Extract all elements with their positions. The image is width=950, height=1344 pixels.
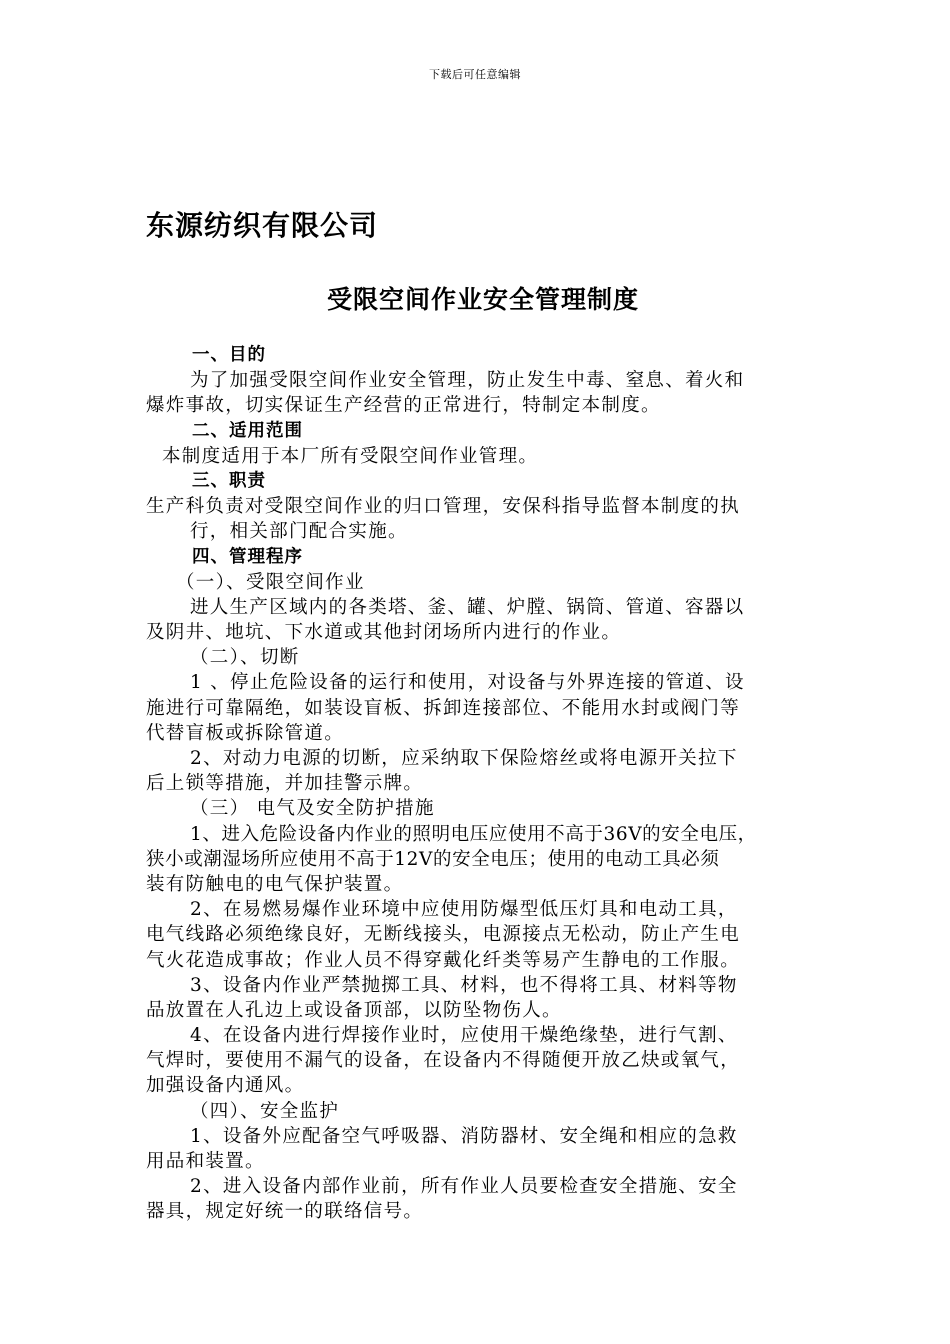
text-line: （四）、安全监护: [190, 1100, 340, 1122]
text-line: 3、设备内作业严禁抛掷工具、材料，也不得将工具、材料等物: [190, 974, 738, 996]
text-line: 为了加强受限空间作业安全管理，防止发生中毒、窒息、着火和: [190, 370, 745, 392]
text-line: 2、进入设备内部作业前，所有作业人员要检查安全措施、安全: [190, 1176, 738, 1198]
text-line: 进人生产区域内的各类塔、釜、罐、炉膛、锅筒、管道、容器以: [190, 596, 745, 618]
section-heading: 一、目的: [192, 345, 266, 365]
text-line: 及阴井、地坑、下水道或其他封闭场所内进行的作业。: [146, 622, 622, 644]
text-line: 行，相关部门配合实施。: [190, 521, 408, 543]
text-line: 气火花造成事故；作业人员不得穿戴化纤类等易产生静电的工作服。: [146, 949, 741, 971]
section-heading: 四、管理程序: [192, 546, 303, 567]
document-body: [146, 343, 836, 1225]
text-line: 1 、停止危险设备的运行和使用，对设备与外界连接的管道、设: [190, 672, 745, 694]
text-line: 用品和装置。: [146, 1151, 265, 1172]
text-line: 电气线路必须绝缘良好，无断线接头，电源接点无松动，防止产生电: [146, 924, 741, 946]
text-line: （二）、切断: [190, 647, 300, 669]
header-note: 下载后可任意编辑: [429, 68, 521, 81]
company-name: 东源纺织有限公司: [146, 209, 379, 242]
text-line: 器具，规定好统一的联络信号。: [146, 1201, 424, 1223]
section-heading: 二、适用范围: [192, 420, 303, 441]
text-line: 4、在设备内进行焊接作业时，应使用干燥绝缘垫，进行气割、: [190, 1025, 738, 1047]
text-line: （一）、受限空间作业: [176, 571, 365, 593]
text-line: 2、在易燃易爆作业环境中应使用防爆型低压灯具和电动工具，: [190, 899, 738, 921]
text-line: 气焊时，要使用不漏气的设备，在设备内不得随便开放乙炔或氧气，: [146, 1050, 741, 1072]
text-line: 施进行可靠隔绝，如装设盲板、拆卸连接部位、不能用水封或阀门等: [146, 697, 741, 719]
text-line: 2、对动力电源的切断，应采纳取下保险熔丝或将电源开关拉下: [190, 748, 738, 769]
text-line: 爆炸事故，切实保证生产经营的正常进行，特制定本制度。: [146, 395, 661, 417]
text-line: 生产科负责对受限空间作业的归口管理，安保科指导监督本制度的执: [146, 496, 741, 518]
text-line: 狭小或潮湿场所应使用不高于12V的安全电压；使用的电动工具必须: [146, 848, 720, 870]
text-line: 品放置在人孔边上或设备顶部，以防坠物伤人。: [146, 999, 562, 1021]
text-line: 1、设备外应配备空气呼吸器、消防器材、安全绳和相应的急救: [190, 1125, 738, 1147]
text-line: 后上锁等措施，并加挂警示牌。: [146, 773, 424, 795]
text-line: （三） 电气及安全防护措施: [190, 798, 435, 820]
text-line: 装有防触电的电气保护装置。: [146, 873, 404, 895]
section-heading: 三、职责: [192, 470, 266, 491]
text-line: 加强设备内通风。: [146, 1075, 305, 1097]
document-title: 受限空间作业安全管理制度: [326, 285, 639, 314]
text-line: 本制度适用于本厂所有受限空间作业管理。: [162, 445, 539, 467]
text-line: 1、进入危险设备内作业的照明电压应使用不高于36V的安全电压，: [190, 823, 757, 845]
text-line: 代替盲板或拆除管道。: [146, 722, 345, 744]
